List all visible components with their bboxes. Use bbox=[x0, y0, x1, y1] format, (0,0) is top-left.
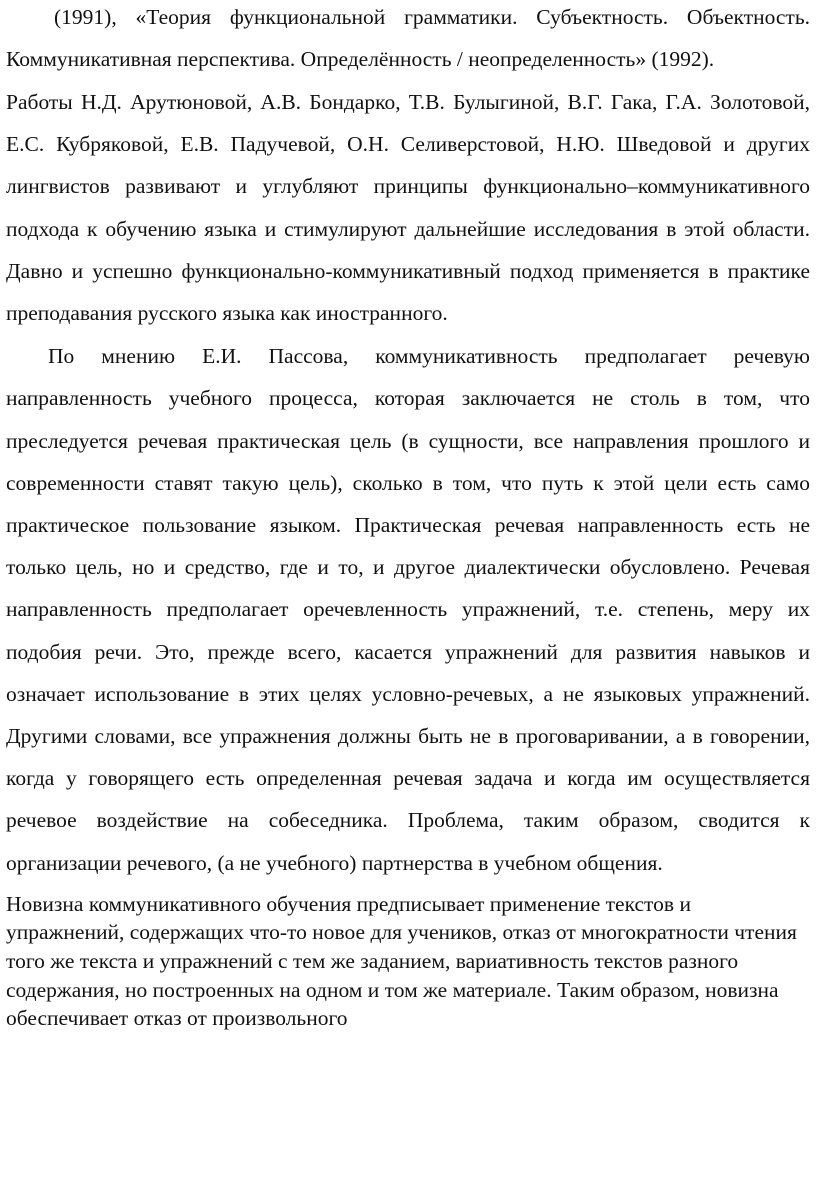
paragraph-passov-opinion: По мнению Е.И. Пассова, коммуникативность предполагает речевую направленность учебного процесса, которая заключается не столь в том, что преследуется речевая практическая цель (в сущности, все направления прошлого и современности ставят такую цель), сколько в том, что путь к этой цели есть само практическое пользование языком. Практическая речевая направленность есть не только цель, но и средство, где и то, и другое диалектически обусловлено. Речевая направленность предполагает оречевленность упражнений, т.е. степень, меру их подобия речи. Это, прежде всего, касается упражнений для развития навыков и означает использование в этих целях условно-речевых, а не языковых упражнений. Другими словами, все упражнения должны быть не в проговаривании, а в говорении, когда у говорящего есть определенная речевая задача и когда им осуществляется речевое воздействие на собеседника. Проблема, таким образом, сводится к организации речевого, (а не учебного) партнерства в учебном общения. bbox=[6, 344, 810, 875]
paragraph-novelty: Новизна коммуникативного обучения предписывает применение текстов и упражнений, содержащих что-то новое для учеников, отказ от многократности чтения того же текста и упражнений с тем же заданием, вариативность текстов разного содержания, но построенных на одном и том же материале. Таким образом, новизна обеспечивает отказ от произвольного bbox=[6, 891, 797, 1031]
paragraph-linguists-works: Работы Н.Д. Арутюновой, А.В. Бондарко, Т.В. Булыгиной, В.Г. Гака, Г.А. Золотовой, Е.С. Кубряковой, Е.В. Падучевой, О.Н. Селиверстовой, Н.Ю. Шведовой и других лингвистов развивают и углубляют принципы функционально–коммуникативного подхода к обучению языка и стимулируют дальнейшие исследования в этой области. Давно и успешно функционально-коммуникативный подход применяется в практике преподавания русского языка как иностранного. bbox=[6, 90, 810, 326]
paragraph-citation-continuation: (1991), «Теория функциональной грамматики. Субъектность. Объектность. Коммуникативная перспектива. Определённость / неопределенность» (1992). bbox=[6, 5, 810, 71]
